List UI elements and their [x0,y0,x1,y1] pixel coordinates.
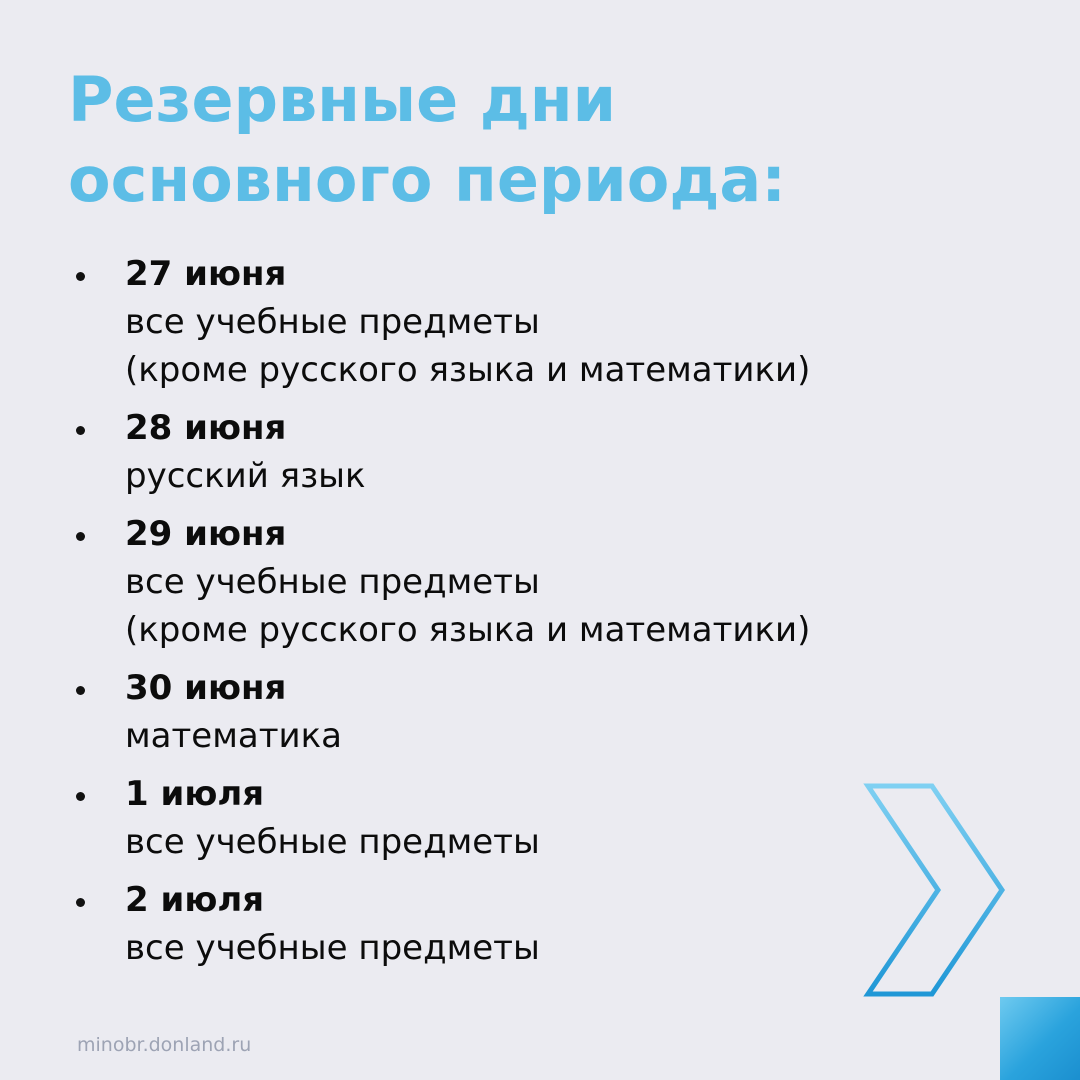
entry-subjects-line: все учебные предметы [125,822,540,862]
list-item [76,876,976,972]
title-line-1: Резервные дни [68,63,617,136]
entry-date: 27 июня [125,254,287,294]
entry-subjects-line: (кроме русского языка и математики) [125,610,811,650]
entry-subjects [125,712,976,760]
bullet-icon [76,426,85,435]
entry-subjects-line: все учебные предметы [125,562,540,602]
site-url: minobr.donland.ru [77,1034,252,1056]
page-title [68,60,1008,220]
list-item [76,770,976,866]
reserve-days-list [76,250,976,982]
entry-subjects [125,924,976,972]
list-item [76,404,976,500]
entry-date: 1 июля [125,774,265,814]
corner-accent [1000,997,1080,1080]
list-item [76,510,976,654]
entry-subjects [125,298,976,394]
entry-subjects-line: все учебные предметы [125,302,540,342]
title-line-2: основного периода: [68,143,787,216]
entry-date: 28 июня [125,408,287,448]
entry-subjects-line: все учебные предметы [125,928,540,968]
entry-subjects [125,818,976,866]
entry-date: 2 июля [125,880,265,920]
bullet-icon [76,532,85,541]
list-item [76,250,976,394]
entry-subjects [125,558,976,654]
entry-date: 29 июня [125,514,287,554]
bullet-icon [76,686,85,695]
chevron-right-icon [862,782,1010,1000]
bullet-icon [76,272,85,281]
entry-subjects-line: математика [125,716,342,756]
list-item [76,664,976,760]
bullet-icon [76,898,85,907]
entry-subjects-line: русский язык [125,456,366,496]
bullet-icon [76,792,85,801]
entry-subjects [125,452,976,500]
entry-subjects-line: (кроме русского языка и математики) [125,350,811,390]
entry-date: 30 июня [125,668,287,708]
